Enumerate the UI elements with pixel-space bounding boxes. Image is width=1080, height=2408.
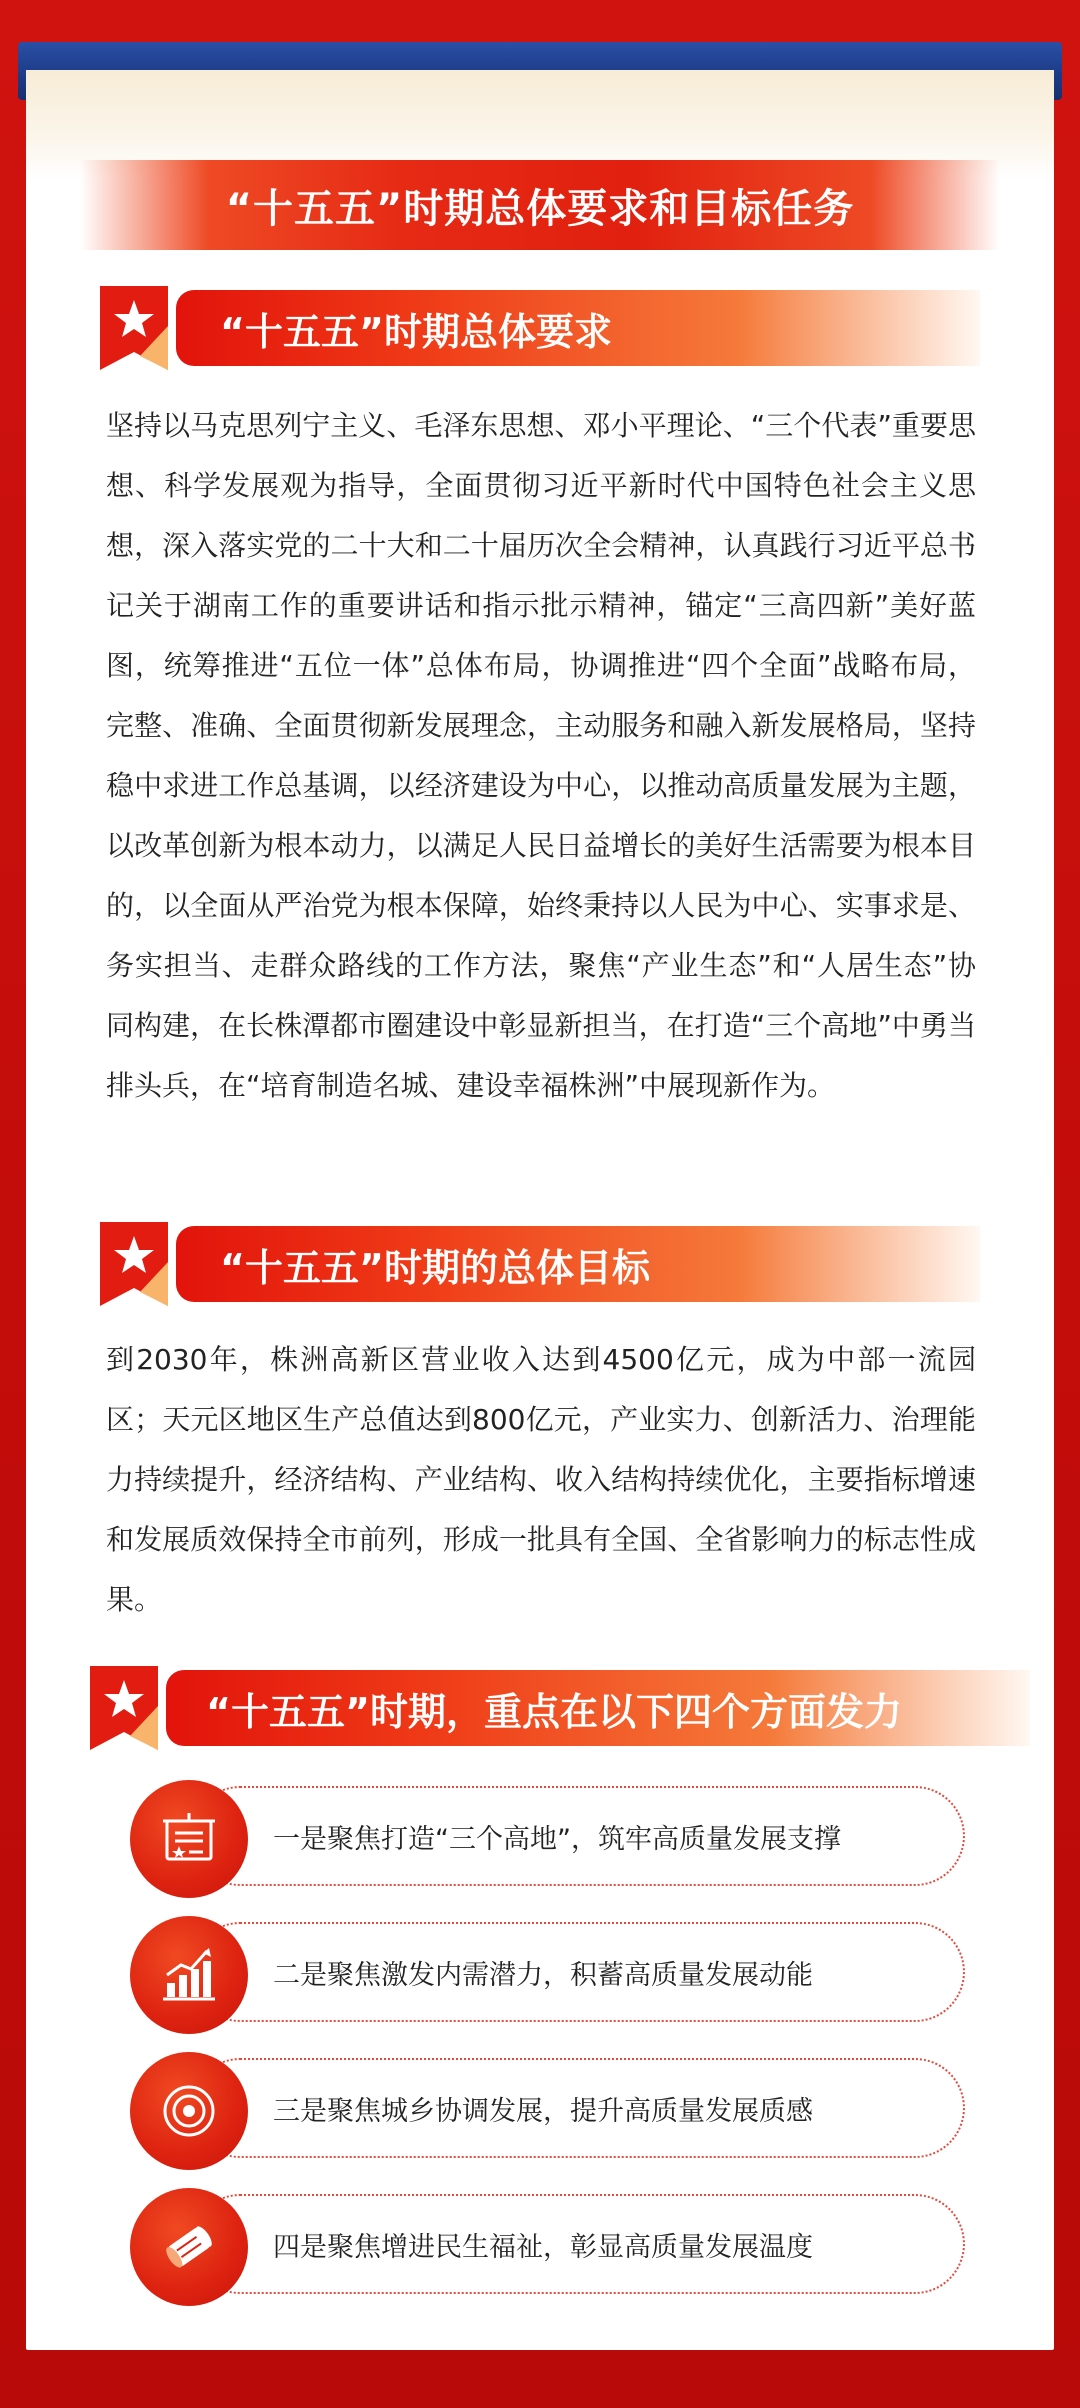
section-header-goals bbox=[100, 1222, 980, 1306]
star-icon bbox=[100, 286, 168, 370]
focus-item-text: 三是聚焦城乡协调发展，提升高质量发展质感 bbox=[273, 2095, 813, 2127]
page-title: “十五五”时期总体要求和目标任务 bbox=[80, 160, 1000, 250]
focus-item-text: 一是聚焦打造“三个高地”，筑牢高质量发展支撑 bbox=[273, 1823, 841, 1855]
section-heading: “十五五”时期，重点在以下四个方面发力 bbox=[166, 1670, 1030, 1746]
bar-chart-icon bbox=[130, 1916, 248, 2034]
focus-item-4 bbox=[130, 2194, 965, 2300]
focus-item-text: 二是聚焦激发内需潜力，积蓄高质量发展动能 bbox=[273, 1959, 813, 1991]
focus-item-1 bbox=[130, 1786, 965, 1892]
focus-item-text: 四是聚焦增进民生福祉，彰显高质量发展温度 bbox=[273, 2231, 813, 2263]
section-heading: “十五五”时期的总体目标 bbox=[176, 1226, 980, 1302]
scroll-icon bbox=[130, 2188, 248, 2306]
section-heading: “十五五”时期总体要求 bbox=[176, 290, 980, 366]
section-header-requirements bbox=[100, 286, 980, 370]
section-text-goals: 到2030年，株洲高新区营业收入达到4500亿元，成为中部一流园区；天元区地区生产总值达到800亿元，产业实力、创新活力、治理能力持续提升，经济结构、产业结构、收入结构持续优化，主要指标增速和发展质效保持全市前列，形成一批具有全国、全省影响力的标志性成果。 bbox=[106, 1343, 976, 1616]
focus-item-2 bbox=[130, 1922, 965, 2028]
target-icon bbox=[130, 2052, 248, 2170]
star-icon bbox=[100, 1222, 168, 1306]
document-icon bbox=[130, 1780, 248, 1898]
star-icon bbox=[90, 1666, 158, 1750]
focus-item-3 bbox=[130, 2058, 965, 2164]
section-header-focus bbox=[90, 1666, 1030, 1750]
section-text-requirements: 坚持以马克思列宁主义、毛泽东思想、邓小平理论、“三个代表”重要思想、科学发展观为指导，全面贯彻习近平新时代中国特色社会主义思想，深入落实党的二十大和二十届历次全会精神，认真践行习近平总书记关于湖南工作的重要讲话和指示批示精神，锚定“三高四新”美好蓝图，统筹推进“五位一体”总体布局，协调推进“四个全面”战略布局，完整、准确、全面贯彻新发展理念，主动服务和融入新发展格局，坚持稳中求进工作总基调，以经济建设为中心，以推动高质量发展为主题，以改革创新为根本动力，以满足人民日益增长的美好生活需要为根本目的，以全面从严治党为根本保障，始终秉持以人民为中心、实事求是、务实担当、走群众路线的工作方法，聚焦“产业生态”和“人居生态”协同构建，在长株潭都市圈建设中彰显新担当，在打造“三个高地”中勇当排头兵，在“培育制造名城、建设幸福株洲”中展现新作为。 bbox=[106, 409, 976, 1102]
